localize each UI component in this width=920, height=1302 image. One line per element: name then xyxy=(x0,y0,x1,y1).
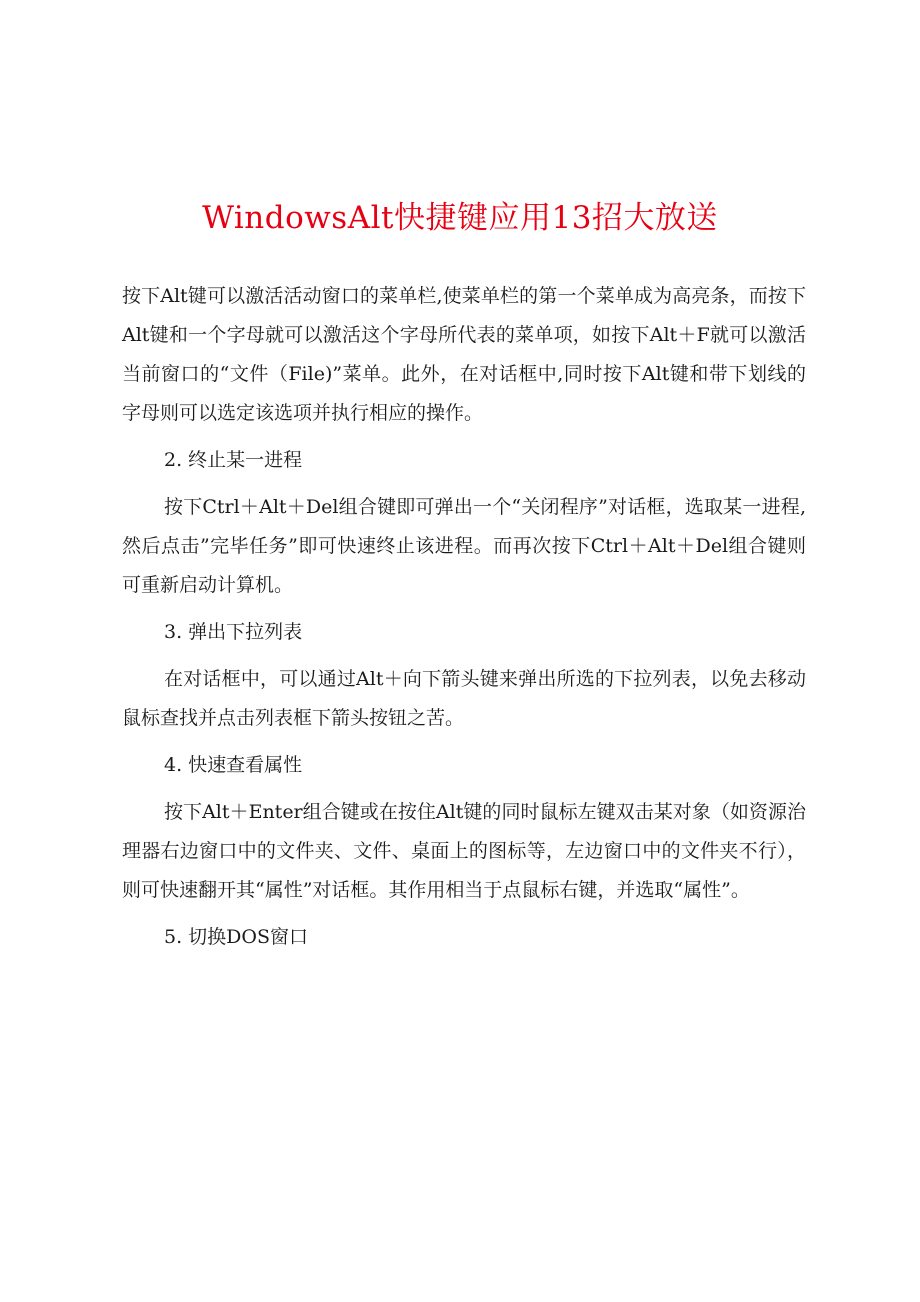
paragraph: 按下Ctrl＋Alt＋Del组合键即可弹出一个“关闭程序”对话框，选取某一进程,然后点击”完毕任务”即可快速终止该进程。而再次按下Ctrl＋Alt＋Del组合键则可重新启动计算机。 xyxy=(122,496,806,596)
document-body xyxy=(122,277,806,965)
section-heading: 4. 快速查看属性 xyxy=(164,754,303,776)
paragraph: 按下Alt＋Enter组合键或在按住Alt键的同时鼠标左键双击某对象（如资源治理器右边窗口中的文件夹、文件、桌面上的图标等，左边窗口中的文件夹不行），则可快速翻开其“属性”对话框。其作用相当于点鼠标右键，并选取“属性”。 xyxy=(122,801,806,901)
section-heading: 2. 终止某一进程 xyxy=(164,449,303,471)
section-heading: 3. 弹出下拉列表 xyxy=(164,621,303,643)
paragraph: 按下Alt键可以激活活动窗口的菜单栏,使菜单栏的第一个菜单成为高亮条，而按下Alt键和一个字母就可以激活这个字母所代表的菜单项，如按下Alt＋F就可以激活当前窗口的“文件（File)”菜单。此外，在对话框中,同时按下Alt键和带下划线的字母则可以选定该选项并执行相应的操作。 xyxy=(122,285,806,424)
paragraph: 在对话框中，可以通过Alt＋向下箭头键来弹出所选的下拉列表，以免去移动鼠标查找并点击列表框下箭头按钮之苦。 xyxy=(122,668,806,729)
section-heading: 5. 切换DOS窗口 xyxy=(164,926,308,948)
document-title: WindowsAlt快捷键应用13招大放送 xyxy=(202,200,718,236)
